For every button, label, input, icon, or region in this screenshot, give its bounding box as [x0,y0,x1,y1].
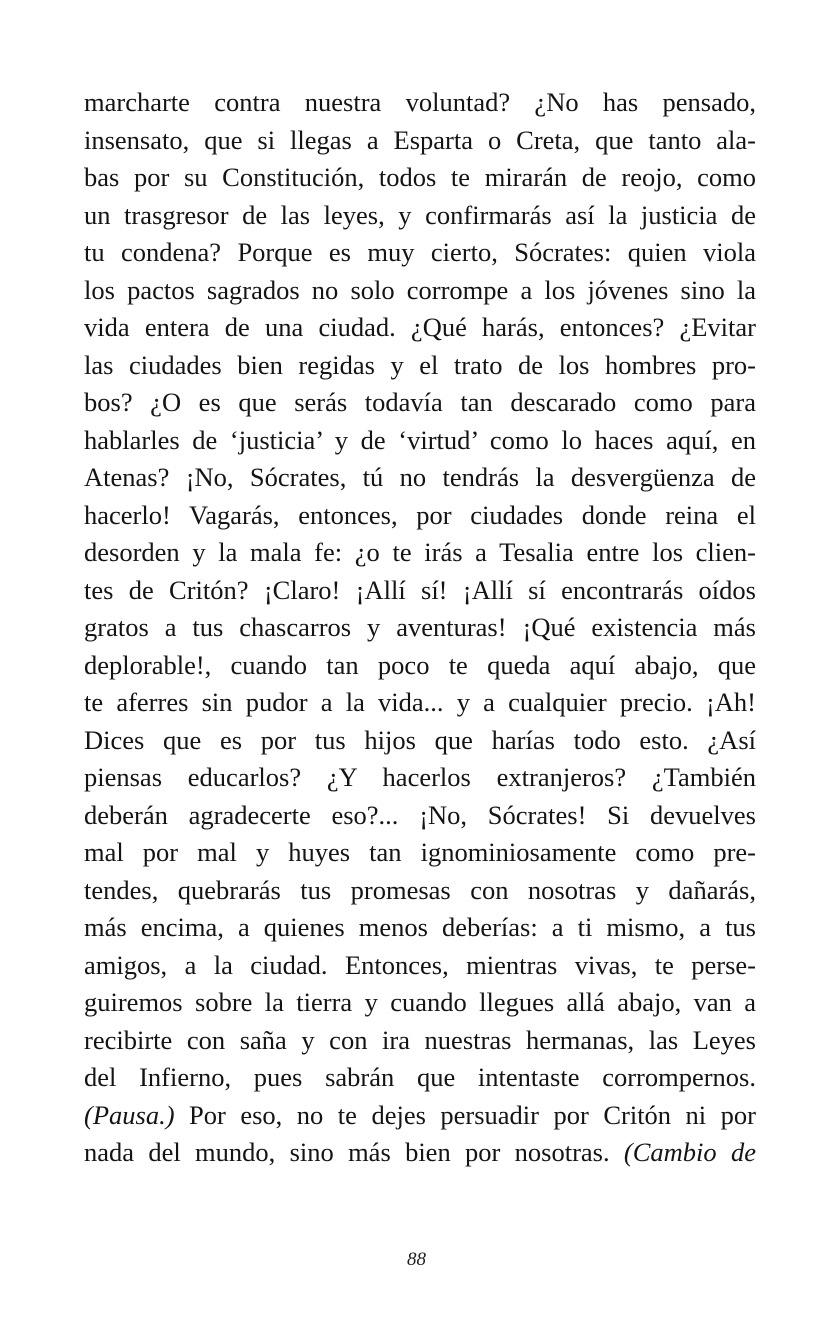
text-line: tes de Critón? ¡Claro! ¡Allí sí! ¡Allí sí encontrarás oídos [84,574,756,605]
text-line: hacerlo! Vagarás, entonces, por ciudades donde reina el [84,499,756,530]
text-line: bas por su Constitución, todos te mirarán de reojo, como [84,162,756,192]
text-line: guiremos sobre la tierra y cuando llegues allá abajo, van a [84,987,756,1017]
text-line: los pactos sagrados no solo corrompe a los jóvenes sino la [84,274,756,305]
text-line: del Infierno, pues sabrán que intentaste corrompernos. [84,1062,756,1092]
text-line-stage-direction [84,1097,756,1134]
text-line: más encima, a quienes menos deberías: a ti mismo, a tus [84,912,756,942]
text-line-stage-direction [84,1134,756,1171]
text-line: recibirte con saña y con ira nuestras hermanas, las Leyes [84,1024,756,1055]
text-line: deberán agradecerte eso?... ¡No, Sócrates! Si devuelves [84,799,756,830]
page-number: 88 [407,1249,426,1270]
text-line: un trasgresor de las leyes, y confirmarás así la justicia de [84,199,756,230]
text-line: insensato, que si llegas a Esparta o Creta, que tanto ala- [84,124,756,155]
stage-direction: (Cambio de [623,1137,756,1167]
text-line: desorden y la mala fe: ¿o te irás a Tesalia entre los clien- [84,537,756,567]
text-line: mal por mal y huyes tan ignominiosamente como pre- [84,837,756,867]
text-line: hablarles de ‘justicia’ y de ‘virtud’ como lo haces aquí, en [84,424,756,455]
text-line: tu condena? Porque es muy cierto, Sócrates: quien viola [84,237,756,267]
text-line: piensas educarlos? ¿Y hacerlos extranjeros? ¿También [84,762,756,792]
text-line: marcharte contra nuestra voluntad? ¿No has pensado, [84,87,756,117]
text-line: te aferres sin pudor a la vida... y a cualquier precio. ¡Ah! [84,687,756,717]
text-line: las ciudades bien regidas y el trato de los hombres pro- [84,349,756,380]
text-line: Dices que es por tus hijos que harías todo esto. ¿Así [84,724,756,755]
text-line: vida entera de una ciudad. ¿Qué harás, entonces? ¿Evitar [84,312,756,342]
text-line: tendes, quebrarás tus promesas con nosotras y dañarás, [84,874,756,905]
stage-direction: (Pausa.) [84,1099,175,1130]
text-line: amigos, a la ciudad. Entonces, mientras vivas, te perse- [84,949,756,980]
text-span: nada del mundo, sino más bien por nosotras. [84,1137,624,1167]
text-line: Atenas? ¡No, Sócrates, tú no tendrás la desvergüenza de [84,462,756,492]
text-line: gratos a tus chascarros y aventuras! ¡Qué existencia más [84,612,756,642]
text-line: bos? ¿O es que serás todavía tan descarado como para [84,387,756,417]
text-span: Por eso, no te dejes persuadir por Critón ni por [174,1099,756,1130]
text-line: deplorable!, cuando tan poco te queda aquí abajo, que [84,649,756,680]
